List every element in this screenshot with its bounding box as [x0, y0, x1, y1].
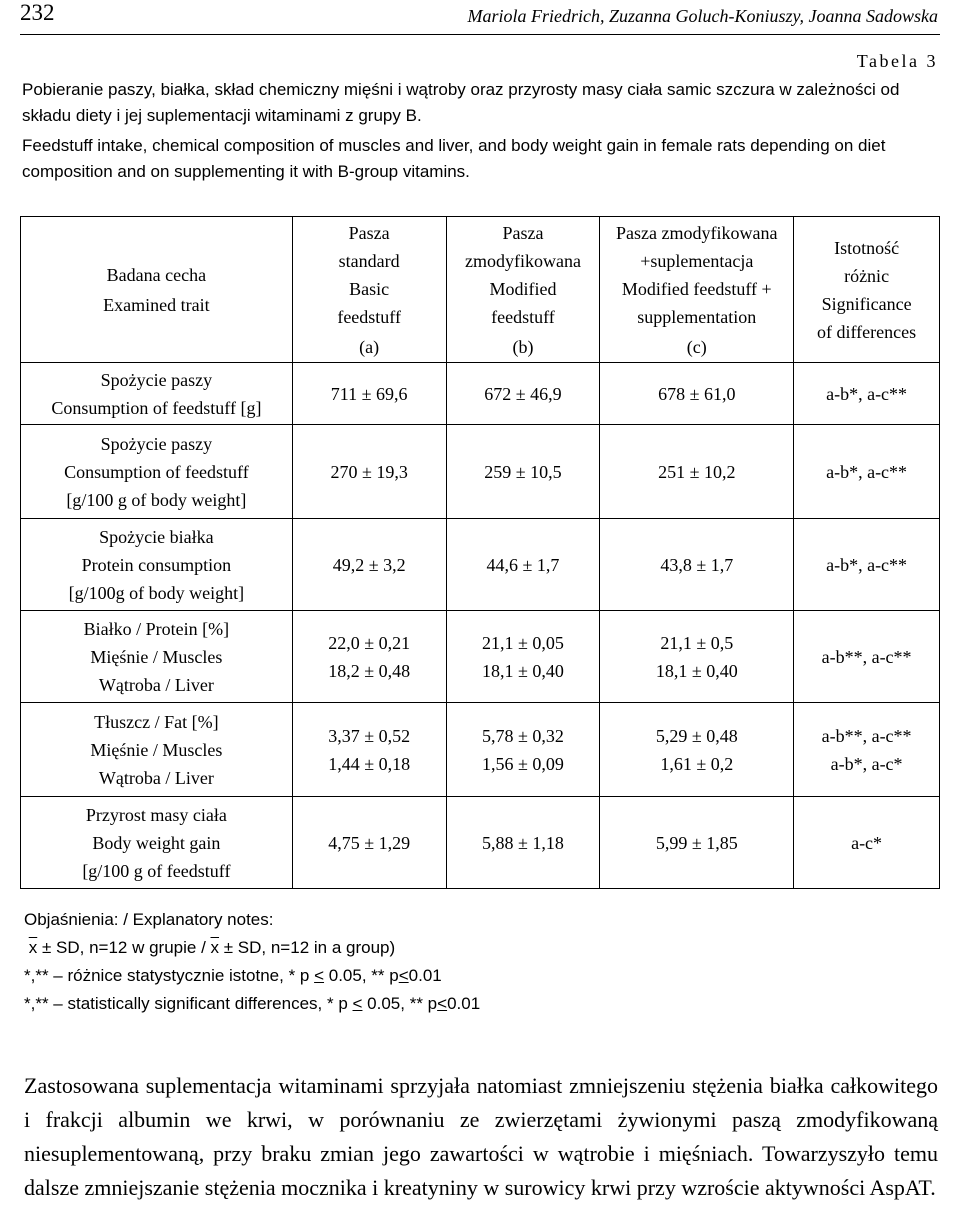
- table-header-row: [21, 217, 940, 363]
- header-trait: Badana cecha Examined trait: [21, 217, 293, 363]
- row-significance: a-b*, a-c**: [794, 363, 940, 425]
- header-col-b: Pasza zmodyfikowana Modified feedstuff (b): [446, 217, 600, 363]
- page-number: 232: [20, 0, 55, 25]
- table-row: [21, 611, 940, 703]
- row-significance: a-b*, a-c**: [794, 425, 940, 519]
- header-significance: Istotność różnic Significance of differences: [794, 217, 940, 363]
- table-caption: [22, 77, 938, 185]
- data-table: [20, 216, 940, 889]
- row-value-c: 43,8 ± 1,7: [600, 519, 794, 611]
- row-value-b: 21,1 ± 0,05 18,1 ± 0,40: [446, 611, 600, 703]
- notes-line-english: *,** – statistically significant differences, * p < 0.05, ** p<0.01: [24, 994, 481, 1013]
- caption-polish: Pobieranie paszy, białka, skład chemiczny mięśni i wątroby oraz przyrosty masy ciała samic szczura w zależności od składu diety i jej suplementacji witaminami z grupy B.: [22, 80, 900, 125]
- table-row: [21, 363, 940, 425]
- notes-title: Objaśnienia: / Explanatory notes:: [24, 910, 274, 929]
- explanatory-notes: [24, 906, 924, 1018]
- row-value-a: 22,0 ± 0,21 18,2 ± 0,48: [292, 611, 446, 703]
- row-trait-cell: Spożycie paszy Consumption of feedstuff [g/100 g of body weight]: [21, 425, 293, 519]
- row-value-a: 711 ± 69,6: [292, 363, 446, 425]
- row-significance: a-c*: [794, 797, 940, 889]
- body-paragraph: Zastosowana suplementacja witaminami sprzyjała natomiast zmniejszeniu stężenia białka całkowitego i frakcji albumin we krwi, w porównaniu ze zwierzętami żywionymi paszą zmodyfikowaną niesuplementowaną, przy braku zmian jego zawartości w wątrobie i mięśniach. Towarzyszyło temu dalsze zmniejszanie stężenia mocznika i kreatyniny w surowicy krwi przy wzroście aktywności AspAT.: [24, 1073, 938, 1200]
- table-row: [21, 703, 940, 797]
- row-value-a: 3,37 ± 0,52 1,44 ± 0,18: [292, 703, 446, 797]
- row-value-b: 5,78 ± 0,32 1,56 ± 0,09: [446, 703, 600, 797]
- row-value-b: 259 ± 10,5: [446, 425, 600, 519]
- notes-line-mean-sd: $\overline{x}$ ± SD, n=12 w grupie / $\overline{x}$ ± SD, n=12 in a group): [28, 938, 396, 957]
- row-value-b: 5,88 ± 1,18: [446, 797, 600, 889]
- row-value-b: 44,6 ± 1,7: [446, 519, 600, 611]
- row-value-a: 49,2 ± 3,2: [292, 519, 446, 611]
- row-value-c: 5,99 ± 1,85: [600, 797, 794, 889]
- table-row: [21, 797, 940, 889]
- row-value-c: 251 ± 10,2: [600, 425, 794, 519]
- table-row: [21, 519, 940, 611]
- row-significance: a-b**, a-c** a-b*, a-c*: [794, 703, 940, 797]
- table-body: [21, 363, 940, 889]
- row-trait-cell: Spożycie paszy Consumption of feedstuff [g]: [21, 363, 293, 425]
- page-header: [20, 0, 940, 35]
- row-value-a: 4,75 ± 1,29: [292, 797, 446, 889]
- row-significance: a-b**, a-c**: [794, 611, 940, 703]
- row-value-b: 672 ± 46,9: [446, 363, 600, 425]
- header-col-a: Pasza standard Basic feedstuff (a): [292, 217, 446, 363]
- header-col-c: Pasza zmodyfikowana +suplementacja Modified feedstuff + supplementation (c): [600, 217, 794, 363]
- caption-english: Feedstuff intake, chemical composition of muscles and liver, and body weight gain in female rats depending on diet composition and on supplementing it with B-group vitamins.: [22, 136, 886, 181]
- table-row: [21, 425, 940, 519]
- row-trait-cell: Tłuszcz / Fat [%] Mięśnie / Muscles Wątroba / Liver: [21, 703, 293, 797]
- running-head-authors: Mariola Friedrich, Zuzanna Goluch-Koniuszy, Joanna Sadowska: [467, 6, 938, 26]
- row-trait-cell: Przyrost masy ciała Body weight gain [g/100 g of feedstuff: [21, 797, 293, 889]
- row-value-a: 270 ± 19,3: [292, 425, 446, 519]
- row-trait-cell: Spożycie białka Protein consumption [g/100g of body weight]: [21, 519, 293, 611]
- row-value-c: 5,29 ± 0,48 1,61 ± 0,2: [600, 703, 794, 797]
- row-value-c: 21,1 ± 0,5 18,1 ± 0,40: [600, 611, 794, 703]
- row-value-c: 678 ± 61,0: [600, 363, 794, 425]
- row-significance: a-b*, a-c**: [794, 519, 940, 611]
- row-trait-cell: Białko / Protein [%] Mięśnie / Muscles Wątroba / Liver: [21, 611, 293, 703]
- table-label: Tabela 3: [856, 51, 938, 71]
- notes-line-polish: *,** – różnice statystycznie istotne, * p < 0.05, ** p<0.01: [24, 966, 442, 985]
